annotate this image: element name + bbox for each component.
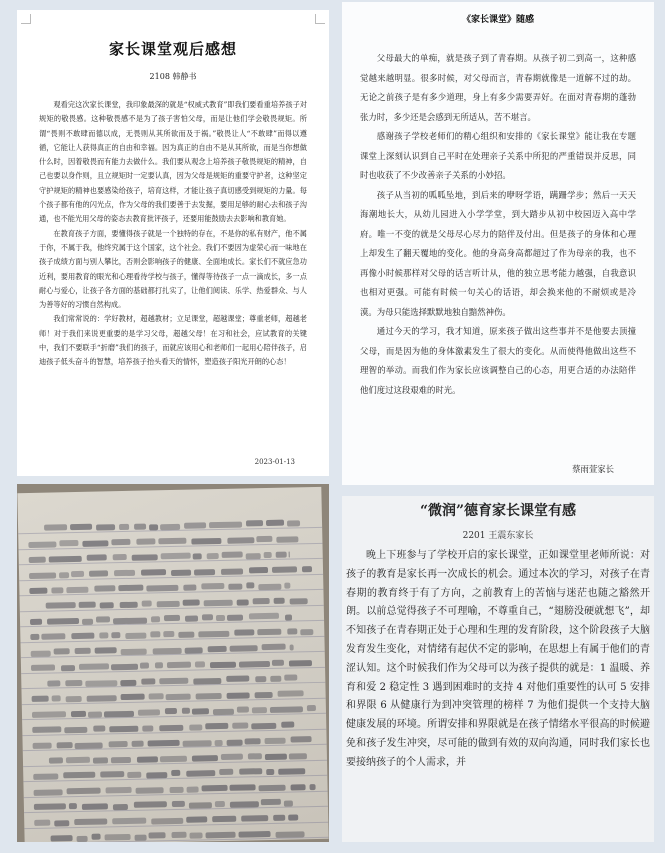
handwriting-stroke xyxy=(160,524,180,530)
handwriting-stroke xyxy=(46,602,76,609)
handwriting-stroke xyxy=(66,757,90,764)
handwriting-stroke xyxy=(146,585,178,592)
handwriting-stroke xyxy=(264,552,272,558)
handwriting-stroke xyxy=(222,552,243,558)
handwriting-stroke xyxy=(96,524,115,530)
handwriting-stroke xyxy=(239,661,270,668)
handwriting-stroke xyxy=(228,583,243,589)
handwriting-stroke xyxy=(272,567,297,574)
handwriting-stroke xyxy=(281,721,294,727)
handwriting-stroke xyxy=(285,614,293,620)
handwriting-stroke xyxy=(134,834,147,840)
handwriting-stroke xyxy=(74,818,107,825)
handwriting-stroke xyxy=(213,708,235,714)
handwriting-stroke xyxy=(112,554,127,560)
handwriting-stroke xyxy=(289,660,312,666)
handwriting-stroke xyxy=(270,706,303,713)
handwriting-stroke xyxy=(101,771,125,777)
paragraph: 在教育孩子方面，要懂得孩子就是一个独特的存在，不是你的私有财产，他不属于你，不属于我，他终究属于这个国家，这个社会。我们不要因为虚荣心而一味地在孩子成绩方面与别人攀比，否则会影响孩子的健康、全面地成长。家长们不就应急功近利，要用教育的眼光和心理看待学校与孩子，懂得等待孩子一点一滴成长，多一点耐心与爱心，让孩子各方面的基础都打扎实了，让他们阅读、乐学、热爱群众、与人为善等好的习惯自然构成。 xyxy=(39,228,307,310)
handwriting-stroke xyxy=(185,616,199,622)
handwriting-stroke xyxy=(207,553,219,559)
handwriting-stroke xyxy=(136,539,156,545)
handwriting-stroke xyxy=(165,708,177,714)
paragraph: 通过今天的学习，我才知道，原来孩子做出这些事并不是他要去顶撞父母，而是因为他的身体激素发生了很大的变化。从而使得他做出这些不理智的举动。而我们作为家长应该调整自己的心态，用更合适的办法陪伴他们度过这段艰难的时光。 xyxy=(360,326,636,395)
handwriting-stroke xyxy=(275,552,286,558)
handwriting-stroke xyxy=(71,571,84,577)
handwriting-stroke xyxy=(192,755,218,762)
handwriting-stroke xyxy=(31,664,55,671)
handwriting-stroke xyxy=(106,787,131,794)
handwriting-stroke xyxy=(183,584,196,590)
handwriting-stroke xyxy=(29,572,56,579)
handwriting-stroke xyxy=(131,741,144,747)
handwriting-stroke xyxy=(63,772,96,779)
handwriting-stroke xyxy=(227,739,243,745)
handwriting-stroke xyxy=(93,758,108,764)
handwriting-stroke xyxy=(75,742,103,749)
handwriting-stroke xyxy=(227,692,250,698)
handwriting-stroke xyxy=(119,524,129,530)
handwriting-stroke xyxy=(278,768,305,775)
handwriting-stroke xyxy=(287,520,301,526)
page-corner-mark xyxy=(21,14,31,24)
handwriting-stroke xyxy=(104,710,134,717)
handwriting-stroke xyxy=(171,770,181,776)
handwriting-stroke xyxy=(178,632,194,638)
handwriting-stroke xyxy=(33,743,52,749)
handwriting-stroke xyxy=(132,555,158,562)
handwriting-stroke xyxy=(151,616,160,622)
handwriting-stroke xyxy=(120,679,136,685)
paragraph: 观看完这次家长课堂，我印象最深的就是“权威式教育”即我们要看重培养孩子对规矩的敬畏感。这种敬畏感不是为了孩子害怕父母，而是让他们学会敬畏规矩。所谓“畏则不敢肆而德以成，无畏则从其所欲而及于祸。”敬畏让人“不敢肆”而得以遵循，它能让人获得真正的自由和幸福。因为真正的自由不是从其所欲，而是当你想做什么时，因着敬畏而有能力去做什么。我们要从观念上培养孩子敬畏规矩的精神，自己也要以身作则，且立规矩时一定要认真，因为父母是规矩的重要守护者，这种坚定守护规矩的精神也要感染给孩子，培育这样，才能让孩子真切感受到规矩的力量。每个孩子都有他的闪光点，作为父母的我们要善于去发掘，要用足够的耐心去和孩子沟通，也不能光用父母的姿态去教育批评孩子，还要用能鼓励去去影响和教育她。 xyxy=(39,100,307,224)
handwriting-stroke xyxy=(33,773,58,780)
handwriting-stroke xyxy=(244,738,260,744)
handwriting-stroke xyxy=(141,600,151,606)
handwriting-stroke xyxy=(74,648,90,654)
handwriting-stroke xyxy=(189,832,202,838)
handwriting-stroke xyxy=(111,757,131,763)
handwriting-stroke xyxy=(237,707,248,713)
handwriting-stroke xyxy=(32,726,62,733)
handwriting-stroke xyxy=(141,570,166,577)
handwriting-stroke xyxy=(89,571,109,577)
handwriting-stroke xyxy=(195,662,206,668)
handwriting-stroke xyxy=(241,815,268,822)
handwriting-stroke xyxy=(307,705,316,711)
handwriting-stroke xyxy=(149,832,166,838)
handwriting-stroke xyxy=(205,723,228,729)
handwriting-stroke xyxy=(64,727,87,733)
handwriting-stroke xyxy=(164,615,180,621)
reflection-document-4 xyxy=(342,496,654,842)
handwriting-stroke xyxy=(134,801,167,808)
handwriting-stroke xyxy=(69,803,78,809)
handwriting-stroke xyxy=(134,524,146,530)
handwriting-stroke xyxy=(289,645,293,651)
handwriting-stroke xyxy=(113,804,128,810)
handwriting-stroke xyxy=(171,801,185,807)
page-corner-mark xyxy=(315,14,325,24)
handwriting-stroke xyxy=(285,675,297,681)
document-title: 家长课堂观后感想 xyxy=(108,40,237,58)
handwriting-stroke xyxy=(171,570,191,576)
handwriting-stroke xyxy=(261,644,286,651)
handwriting-stroke xyxy=(265,737,286,743)
handwriting-stroke xyxy=(245,553,261,559)
handwriting-stroke xyxy=(127,772,142,778)
handwriting-stroke xyxy=(186,770,216,777)
handwriting-stroke xyxy=(290,598,308,604)
handwriting-stroke xyxy=(159,678,188,685)
handwriting-stroke xyxy=(151,818,183,825)
handwriting-stroke xyxy=(198,631,229,638)
handwriting-stroke xyxy=(88,711,102,717)
handwriting-stroke xyxy=(246,520,263,526)
handwriting-stroke xyxy=(65,695,82,701)
paragraph: 父母最大的单痴，就是孩子到了青春期。从孩子初二到高一，这种感觉越来越明显。很多时候，对父母而言，青春期就像是一道解不过的劫。无论之前孩子是有多少道理，身上有多少需要弄好。在面对青春期的蓬勃张力时，多少还是会感到无所适从，苦不堪言。 xyxy=(360,53,636,122)
handwriting-stroke xyxy=(32,695,49,701)
handwriting-stroke xyxy=(275,831,304,838)
handwriting-stroke xyxy=(202,614,213,620)
handwriting-stroke xyxy=(246,582,255,588)
handwriting-stroke xyxy=(254,692,272,698)
handwriting-stroke xyxy=(140,662,149,668)
handwriting-stroke xyxy=(150,631,160,637)
handwriting-stroke xyxy=(142,678,156,684)
paragraph: 我们常常说的：学好教材，超越教材；立足课堂，超越课堂；尊重老师，超越老师！对于我们来说更重要的是学习父母，超越父母！在习和社会，应试教育的关键中，我们不要联手“折磨”我们的孩子，而就应该用心和老师们一起用心陪伴孩子，启迪孩子低头奋斗的智慧，培养孩子抬头看天的情怀，塑造孩子阳光开朗的心态！ xyxy=(39,314,307,367)
handwriting-stroke xyxy=(184,647,202,653)
document-signature: 蔡雨萱家长 xyxy=(572,464,614,474)
handwriting-stroke xyxy=(100,632,108,638)
handwriting-stroke xyxy=(287,629,298,635)
handwriting-stroke xyxy=(82,803,108,810)
handwriting-stroke xyxy=(189,724,202,730)
handwriting-stroke xyxy=(208,646,227,652)
handwriting-stroke xyxy=(169,787,183,793)
handwriting-stroke xyxy=(155,662,163,668)
handwriting-stroke xyxy=(259,785,286,792)
handwriting-stroke xyxy=(201,583,224,589)
handwriting-stroke xyxy=(105,834,132,841)
handwriting-stroke xyxy=(239,768,263,774)
handwriting-stroke xyxy=(210,662,236,669)
handwriting-stroke xyxy=(288,814,298,820)
handwriting-stroke xyxy=(159,537,186,544)
handwriting-stroke xyxy=(248,753,262,759)
handwriting-stroke xyxy=(251,723,276,730)
handwriting-stroke xyxy=(289,753,307,759)
handwriting-stroke xyxy=(51,835,73,841)
handwriting-stroke xyxy=(108,741,127,747)
handwriting-stroke xyxy=(216,615,224,621)
handwriting-stroke xyxy=(59,540,79,546)
handwriting-stroke xyxy=(229,645,258,652)
handwriting-stroke xyxy=(111,664,139,671)
handwriting-stroke xyxy=(238,831,270,838)
document-author: 2201 王震东家长 xyxy=(462,531,534,541)
handwriting-stroke xyxy=(186,786,198,792)
handwriting-stroke xyxy=(48,556,82,563)
handwriting-stroke xyxy=(234,629,254,635)
handwriting-stroke xyxy=(259,584,281,590)
handwriting-stroke xyxy=(52,588,64,594)
document-title: 《家长课堂》随感 xyxy=(461,15,534,25)
handwriting-stroke xyxy=(47,681,60,687)
handwriting-stroke xyxy=(47,618,79,625)
handwriting-stroke xyxy=(276,536,298,542)
handwriting-stroke xyxy=(30,634,39,640)
handwriting-stroke xyxy=(55,820,70,826)
handwriting-stroke xyxy=(184,523,206,529)
handwriting-stroke xyxy=(261,799,281,805)
handwriting-stroke xyxy=(227,537,255,544)
handwriting-stroke xyxy=(202,784,228,791)
handwriting-stroke xyxy=(253,598,270,604)
handwriting-stroke xyxy=(113,818,147,825)
handwriting-stroke xyxy=(85,680,117,687)
handwriting-stroke xyxy=(65,680,82,686)
handwriting-stroke xyxy=(309,784,316,790)
handwriting-stroke xyxy=(86,555,106,561)
handwriting-stroke xyxy=(114,570,136,576)
handwriting-stroke xyxy=(183,599,199,605)
handwriting-stroke xyxy=(270,675,282,681)
handwriting-stroke xyxy=(29,557,46,563)
handwriting-stroke xyxy=(266,520,283,526)
handwriting-stroke xyxy=(266,768,275,774)
handwriting-stroke xyxy=(285,582,291,588)
handwriting-stroke xyxy=(94,647,116,653)
handwriting-stroke xyxy=(59,572,69,578)
handwriting-stroke xyxy=(300,629,313,635)
handwriting-stroke xyxy=(100,602,114,608)
handwriting-stroke xyxy=(156,601,179,607)
handwriting-stroke xyxy=(257,629,281,636)
handwriting-stroke xyxy=(161,553,191,560)
handwriting-stroke xyxy=(226,675,250,681)
handwriting-stroke xyxy=(182,708,190,714)
paragraph: 感谢孩子学校老师们的精心组织和安排的《家长课堂》能让我在专题课堂上深刻认识到自己平时在处理亲子关系中所犯的严重错误并反思，同时也收获了不少改善亲子关系的小妙招。 xyxy=(360,131,636,180)
handwriting-stroke xyxy=(34,789,63,796)
handwriting-stroke xyxy=(195,693,222,700)
handwriting-stroke xyxy=(167,661,191,667)
handwriting-stroke xyxy=(125,633,147,639)
handwriting-stroke xyxy=(96,616,110,622)
handwriting-stroke xyxy=(288,551,289,557)
handwriting-stroke xyxy=(32,711,66,718)
handwriting-stroke xyxy=(49,757,63,763)
handwriting-stroke xyxy=(160,756,187,763)
handwriting-stroke xyxy=(113,617,147,624)
handwriting-stroke xyxy=(291,784,306,790)
handwriting-stroke xyxy=(30,618,42,624)
handwriting-stroke xyxy=(230,801,259,808)
handwriting-stroke xyxy=(171,832,187,838)
handwritten-document-photo xyxy=(17,484,329,842)
handwriting-stroke xyxy=(265,754,286,760)
handwriting-stroke xyxy=(233,722,249,728)
handwriting-stroke xyxy=(138,710,160,716)
handwriting-stroke xyxy=(79,663,109,670)
paragraph: 晚上下班参与了学校开启的家长课堂，正如课堂里老师所说：对孩子的教育是家长再一次成长的机会。通过本次的学习，对孩子在青春期的教育终于有了方向，之前教育上的苦恼与迷茫也随之豁然开朗。以前总觉得孩子不可理喻，不尊重自己，“翅膀没硬就想飞”，却不知孩子在青春期正处于心理和生理的发育阶段，这个阶段孩子大脑发育发生变化，对情绪有起伏不定的影响，在思想上有属于他们的青涩认知。这个时候我们作为父母可以为孩子提供的就是：1 温暖、养育和爱 2 稳定性 3 遇到困难时的支持 4 对他们重要性的认可 5 安排和界限 6 从健康行为到冲突管理的榜样 7 为他们提供一个支持大脑健康发展的环境。所谓安排和界限就是在孩子情绪水平很高的时候避免和孩子发生冲突，尽可能的做到有效的双向沟通，同时我们家长也要接纳孩子的个人需求，并 xyxy=(346,550,650,768)
handwriting-stroke xyxy=(186,816,207,822)
handwriting-stroke xyxy=(205,832,235,839)
document-author: 2108 韩静书 xyxy=(149,72,197,81)
handwriting-stroke xyxy=(302,566,312,572)
handwriting-stroke xyxy=(29,588,47,594)
handwriting-stroke xyxy=(149,524,158,530)
handwriting-stroke xyxy=(86,696,116,703)
handwriting-stroke xyxy=(137,757,158,763)
handwriting-stroke xyxy=(249,567,269,573)
handwriting-stroke xyxy=(61,665,75,671)
handwriting-stroke xyxy=(227,614,243,620)
handwriting-stroke xyxy=(28,541,56,548)
handwriting-stroke xyxy=(272,660,283,666)
handwriting-stroke xyxy=(215,801,225,807)
handwriting-stroke xyxy=(256,536,273,542)
handwriting-stroke xyxy=(152,648,181,655)
handwriting-stroke xyxy=(230,784,255,791)
handwriting-stroke xyxy=(221,754,243,760)
handwriting-stroke xyxy=(34,820,50,826)
handwriting-stroke xyxy=(135,787,163,794)
handwriting-stroke xyxy=(192,708,208,714)
handwriting-stroke xyxy=(77,836,89,842)
handwriting-stroke xyxy=(118,585,143,592)
handwriting-stroke xyxy=(70,524,91,530)
handwriting-stroke xyxy=(34,804,66,811)
handwritten-page xyxy=(17,487,328,842)
handwriting-stroke xyxy=(82,540,108,547)
handwriting-stroke xyxy=(94,585,115,591)
handwriting-stroke xyxy=(66,586,88,592)
handwriting-stroke xyxy=(71,711,86,717)
handwriting-stroke xyxy=(82,618,92,624)
handwriting-stroke xyxy=(249,613,280,620)
handwriting-stroke xyxy=(252,707,267,713)
handwriting-stroke xyxy=(237,599,249,605)
handwriting-stroke xyxy=(194,569,215,575)
handwriting-stroke xyxy=(273,598,284,604)
handwriting-stroke xyxy=(109,726,138,733)
handwriting-stroke xyxy=(146,772,167,778)
handwriting-stroke xyxy=(283,800,293,806)
handwriting-stroke xyxy=(209,521,243,528)
handwriting-stroke xyxy=(92,834,100,840)
handwriting-stroke xyxy=(193,553,202,559)
handwriting-stroke xyxy=(57,743,73,749)
handwriting-stroke xyxy=(31,650,51,656)
handwriting-stroke xyxy=(291,737,312,743)
handwriting-stroke xyxy=(163,631,174,637)
reflection-document-1 xyxy=(17,10,329,476)
handwriting-stroke xyxy=(41,633,66,640)
handwriting-stroke xyxy=(111,539,131,545)
handwriting-stroke xyxy=(182,740,212,747)
handwriting-stroke xyxy=(214,740,223,746)
handwriting-stroke xyxy=(277,690,303,697)
handwriting-stroke xyxy=(194,678,222,685)
handwriting-stroke xyxy=(143,725,154,731)
handwriting-stroke xyxy=(221,569,243,575)
handwriting-stroke xyxy=(255,676,266,682)
handwriting-stroke xyxy=(189,802,211,808)
handwriting-stroke xyxy=(159,725,184,732)
handwriting-stroke xyxy=(120,648,146,655)
handwriting-stroke xyxy=(204,600,233,607)
handwriting-stroke xyxy=(71,632,95,638)
reflection-document-2 xyxy=(342,2,654,485)
handwriting-stroke xyxy=(120,693,145,700)
handwriting-stroke xyxy=(93,725,105,731)
handwriting-stroke xyxy=(166,693,191,700)
handwriting-stroke xyxy=(219,769,233,775)
handwriting-stroke xyxy=(54,648,69,654)
handwriting-stroke xyxy=(212,816,236,823)
handwriting-stroke xyxy=(149,694,164,700)
handwriting-stroke xyxy=(273,815,285,821)
handwriting-stroke xyxy=(44,524,67,530)
document-date: 2023-01-13 xyxy=(254,458,295,466)
handwriting-stroke xyxy=(79,602,96,608)
paragraph: 孩子从当初的呱呱坠地，到后来的咿呀学语，蹒跚学步；然后一天天海潮地长大，从幼儿园进入小学学堂，到大踏步从初中校园迈入高中学府。唯一不变的就是父母尽心尽力的陪伴及付出。但是孩子的身体和心理上却发生了翻天覆地的变化。他的身高身高都超过了作为母亲的我，也不再像小时候那样对父母的话言听计从，他的独立思考能力越强，自我意识也相对更强。可能有时候一句关心的话语，却会换来他的不耐烦或是冷漠。为母只能选择默默地独自黯然神伤。 xyxy=(360,189,636,317)
handwriting-stroke xyxy=(51,695,61,701)
handwriting-stroke xyxy=(67,787,101,794)
handwriting-stroke xyxy=(120,602,138,608)
handwriting-stroke xyxy=(191,538,221,545)
document-title: “微润”德育家长课堂有感 xyxy=(419,503,577,519)
handwriting-stroke xyxy=(111,632,121,638)
